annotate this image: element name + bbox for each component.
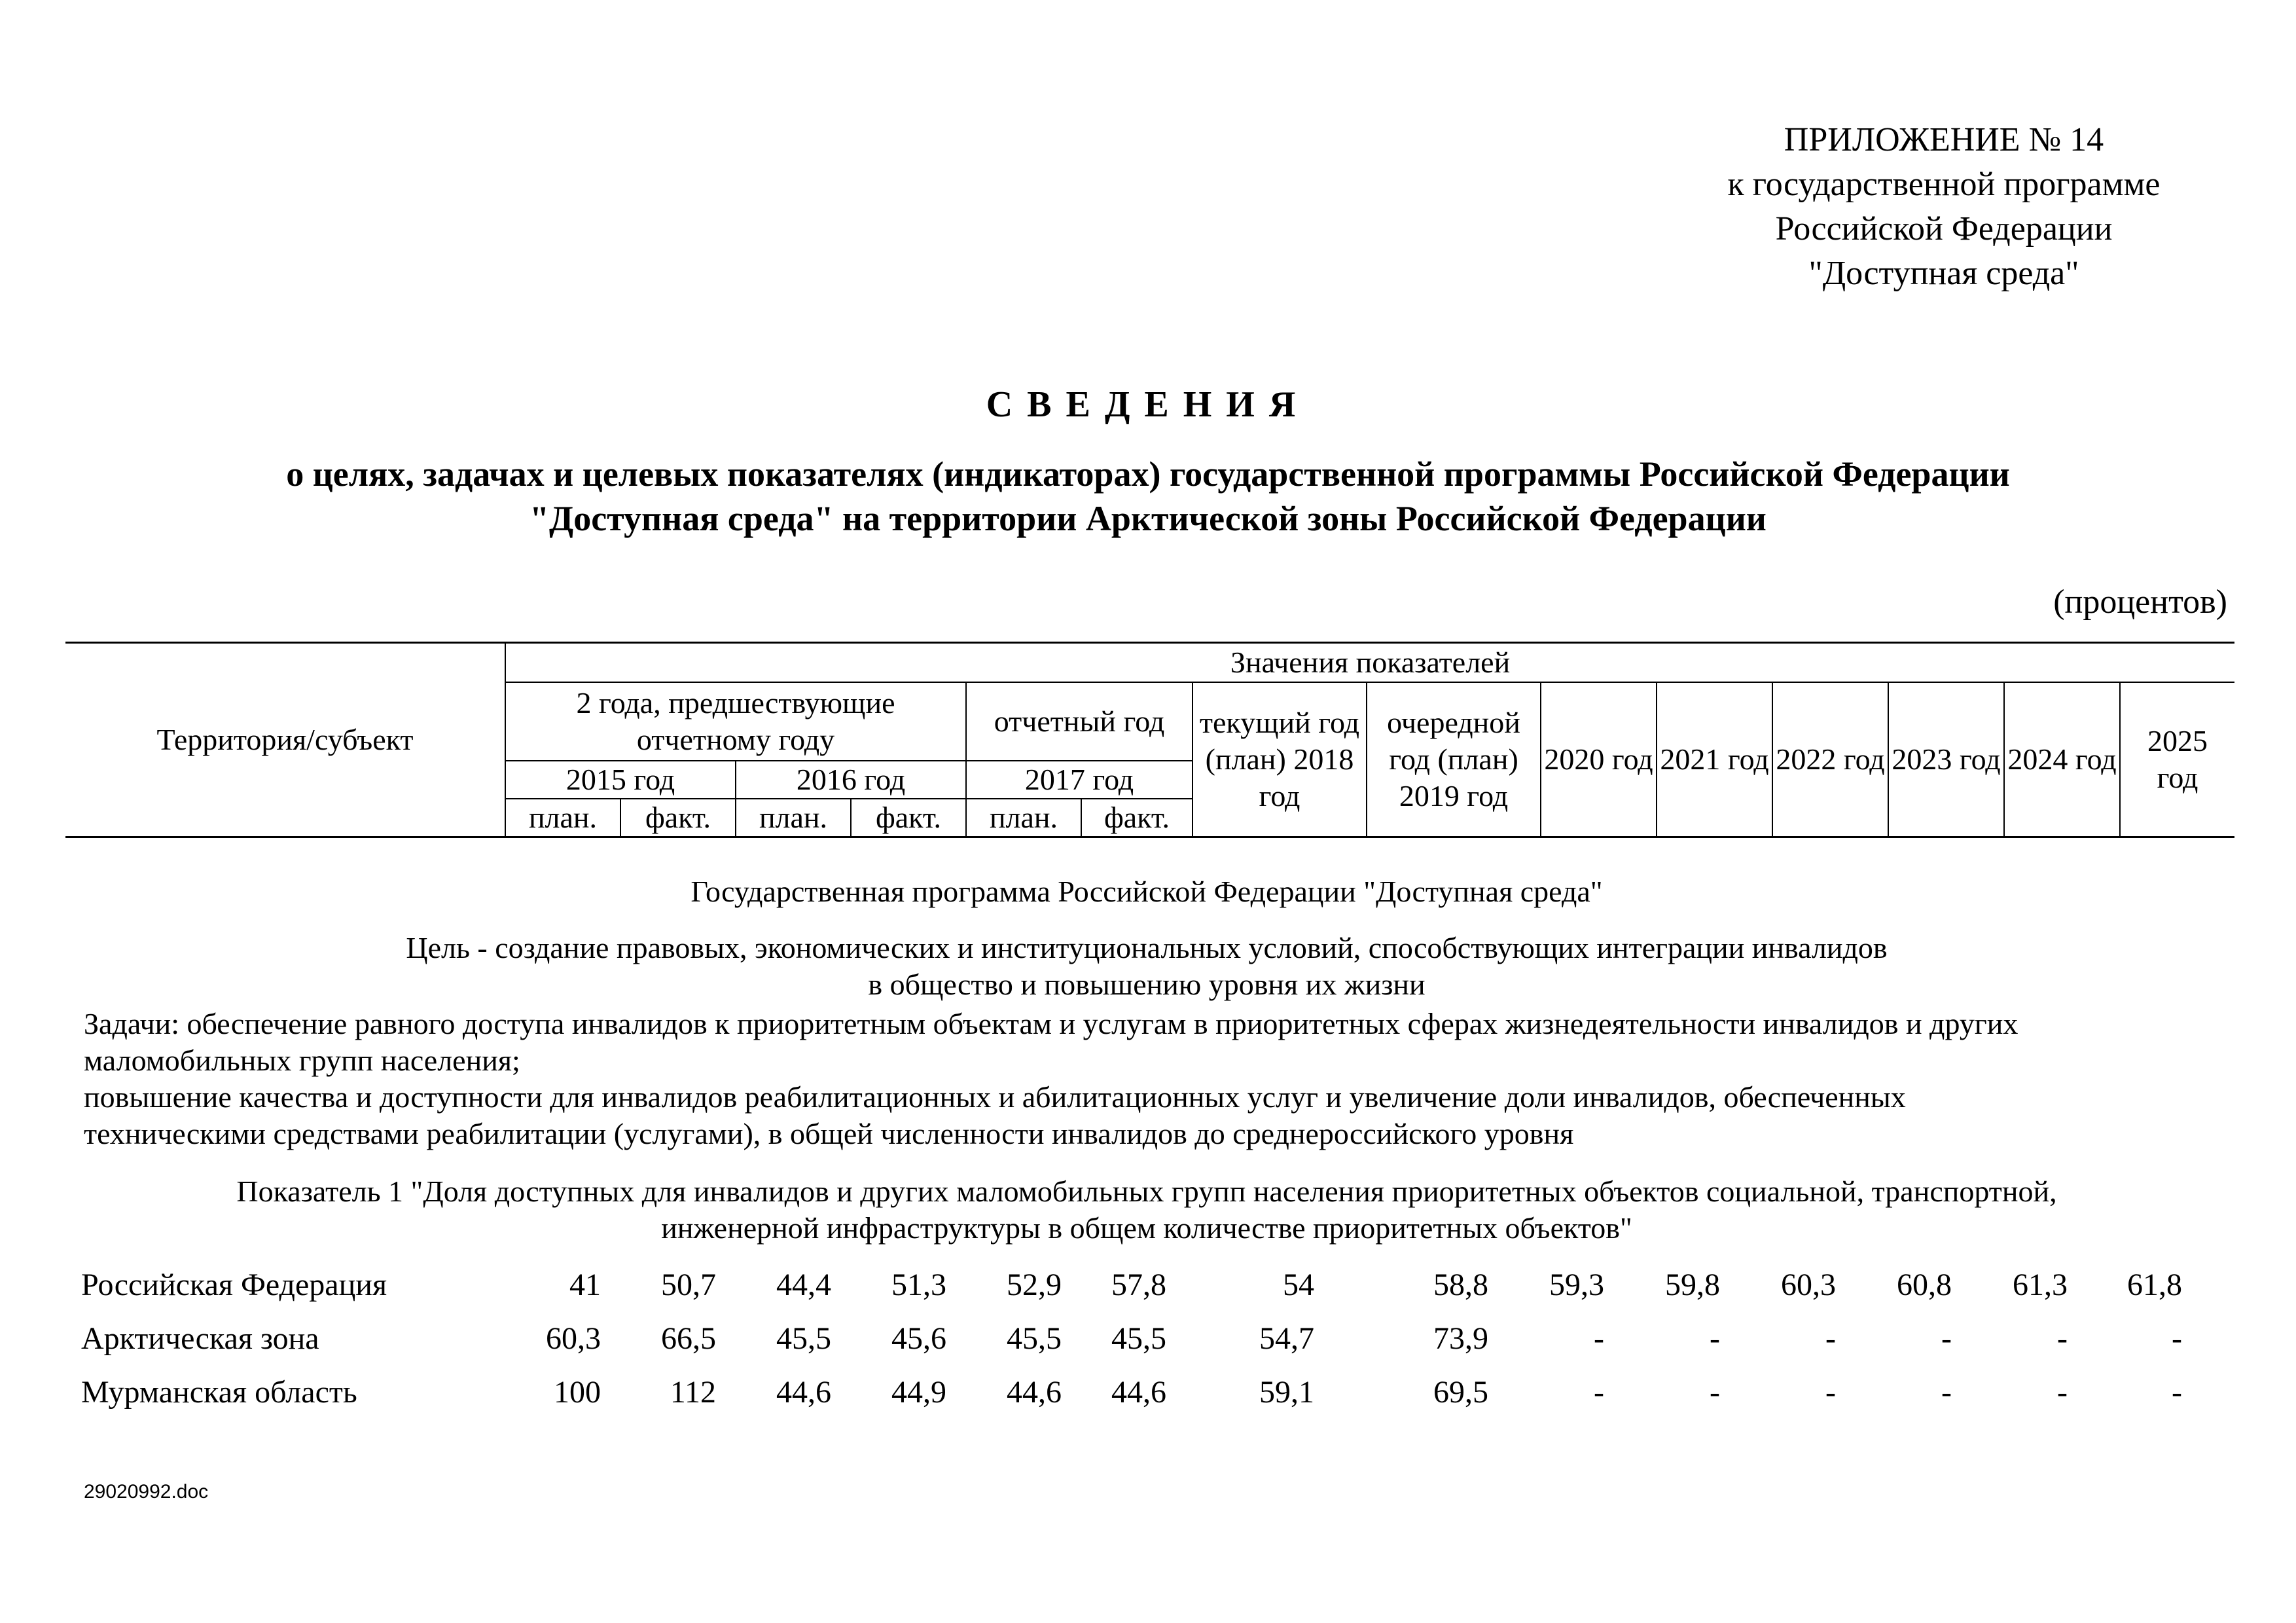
row-value-cell: 73,9 — [1433, 1321, 1488, 1356]
row-value-cell: 57,8 — [1111, 1267, 1166, 1302]
indicator-table-header — [65, 642, 2234, 838]
row-value-cell: - — [1594, 1375, 1604, 1410]
document-title: СВЕДЕНИЯ — [986, 384, 1310, 425]
row-value-cell: 51,3 — [891, 1267, 946, 1302]
table-row — [65, 1366, 2234, 1419]
tasks-line: маломобильных групп населения; — [84, 1044, 520, 1077]
header-year-2022: 2022 год — [1772, 682, 1888, 837]
row-value-cell: - — [2172, 1321, 2182, 1356]
header-current-year: текущий год (план) 2018 год — [1193, 682, 1367, 837]
tasks-line: техническими средствами реабилитации (услугами), в общей численности инвалидов до среднероссийского уровня — [84, 1117, 1574, 1150]
appendix-line: к государственной программе — [1727, 166, 2161, 203]
header-year-2025: 2025 год — [2120, 682, 2234, 837]
goal-text — [65, 930, 2228, 1003]
header-territory: Территория/субъект — [65, 643, 505, 837]
indicator-data-table — [65, 1258, 2234, 1419]
table-row — [65, 1258, 2234, 1312]
units-label: (процентов) — [2053, 583, 2227, 621]
row-value-cell: 45,5 — [1111, 1321, 1166, 1356]
appendix-number: ПРИЛОЖЕНИЕ № 14 — [1784, 121, 2104, 158]
header-year-2020: 2020 год — [1541, 682, 1657, 837]
header-year-2017: 2017 год — [966, 761, 1193, 799]
row-value-cell: 60,3 — [1781, 1267, 1836, 1302]
subtitle-line: о целях, задачах и целевых показателях (индикаторах) государственной программы Российской Федерации — [286, 454, 2010, 494]
row-value-cell: 44,4 — [776, 1267, 831, 1302]
header-values: Значения показателей — [505, 643, 2234, 683]
indicator-line: Показатель 1 "Доля доступных для инвалидов и других маломобильных групп населения приоритетных объектов социальной, транспортной, — [236, 1175, 2057, 1208]
row-value-cell: 61,3 — [2013, 1267, 2068, 1302]
goal-line: Цель - создание правовых, экономических и институциональных условий, способствующих интеграции инвалидов — [406, 931, 1888, 964]
row-value-cell: 54,7 — [1259, 1321, 1314, 1356]
program-title: Государственная программа Российской Федерации "Доступная среда" — [691, 875, 1603, 908]
row-value-cell: - — [1825, 1375, 1836, 1410]
row-value-cell: 66,5 — [661, 1321, 716, 1356]
indicator-line: инженерной инфраструктуры в общем количестве приоритетных объектов" — [661, 1211, 1632, 1245]
row-value-cell: 59,8 — [1665, 1267, 1720, 1302]
row-value-cell: 45,6 — [891, 1321, 946, 1356]
tasks-line: Задачи: обеспечение равного доступа инвалидов к приоритетным объектам и услугам в приоритетных сферах жизнедеятельности инвалидов и других — [84, 1007, 2018, 1040]
row-value-cell: 45,5 — [776, 1321, 831, 1356]
goal-line: в общество и повышению уровня их жизни — [868, 968, 1426, 1001]
row-territory-name: Мурманская область — [81, 1375, 357, 1410]
row-value-cell: 69,5 — [1433, 1375, 1488, 1410]
row-value-cell: 54 — [1283, 1267, 1314, 1302]
header-fact: факт. — [851, 799, 966, 837]
appendix-line: Российской Федерации — [1775, 210, 2113, 247]
header-year-2023: 2023 год — [1888, 682, 2004, 837]
subtitle-line: "Доступная среда" на территории Арктической зоны Российской Федерации — [529, 499, 1767, 538]
header-fact: факт. — [1081, 799, 1193, 837]
header-report-year: отчетный год — [966, 682, 1193, 761]
row-value-cell: 100 — [554, 1375, 601, 1410]
document-id: 29020992.doc — [84, 1481, 209, 1503]
row-value-cell: 59,1 — [1259, 1375, 1314, 1410]
row-value-cell: 59,3 — [1549, 1267, 1604, 1302]
header-plan: план. — [505, 799, 620, 837]
appendix-program-name: "Доступная среда" — [1808, 255, 2079, 292]
row-value-cell: - — [1941, 1375, 1952, 1410]
row-value-cell: 52,9 — [1007, 1267, 1062, 1302]
row-value-cell: - — [1710, 1375, 1720, 1410]
row-value-cell: 61,8 — [2127, 1267, 2182, 1302]
row-value-cell: 60,3 — [546, 1321, 601, 1356]
header-two-years: 2 года, предшествующие отчетному году — [505, 682, 966, 761]
header-year-2016: 2016 год — [736, 761, 966, 799]
row-value-cell: 112 — [670, 1375, 716, 1410]
indicator-title — [65, 1173, 2228, 1247]
row-value-cell: - — [2057, 1375, 2068, 1410]
row-value-cell: 44,9 — [891, 1375, 946, 1410]
document-subtitle — [65, 452, 2231, 541]
header-year-2015: 2015 год — [505, 761, 736, 799]
row-value-cell: - — [1594, 1321, 1604, 1356]
row-value-cell: 44,6 — [1007, 1375, 1062, 1410]
row-value-cell: - — [1941, 1321, 1952, 1356]
tasks-text — [84, 1006, 2244, 1152]
header-plan: план. — [736, 799, 851, 837]
row-value-cell: 58,8 — [1433, 1267, 1488, 1302]
row-territory-name: Российская Федерация — [81, 1267, 387, 1302]
table-row — [65, 1312, 2234, 1366]
appendix-block — [1623, 118, 2265, 296]
row-value-cell: - — [2172, 1375, 2182, 1410]
header-fact: факт. — [620, 799, 736, 837]
header-year-2024: 2024 год — [2004, 682, 2120, 837]
row-value-cell: 45,5 — [1007, 1321, 1062, 1356]
row-value-cell: 60,8 — [1897, 1267, 1952, 1302]
row-value-cell: 44,6 — [1111, 1375, 1166, 1410]
header-plan: план. — [966, 799, 1081, 837]
row-value-cell: - — [1710, 1321, 1720, 1356]
row-value-cell: - — [2057, 1321, 2068, 1356]
header-year-2021: 2021 год — [1657, 682, 1772, 837]
row-value-cell: 44,6 — [776, 1375, 831, 1410]
tasks-line: повышение качества и доступности для инвалидов реабилитационных и абилитационных услуг и увеличение доли инвалидов, обеспеченных — [84, 1080, 1906, 1114]
row-territory-name: Арктическая зона — [81, 1321, 319, 1356]
row-value-cell: - — [1825, 1321, 1836, 1356]
row-value-cell: 41 — [569, 1267, 601, 1302]
header-next-year: очередной год (план) 2019 год — [1367, 682, 1541, 837]
row-value-cell: 50,7 — [661, 1267, 716, 1302]
